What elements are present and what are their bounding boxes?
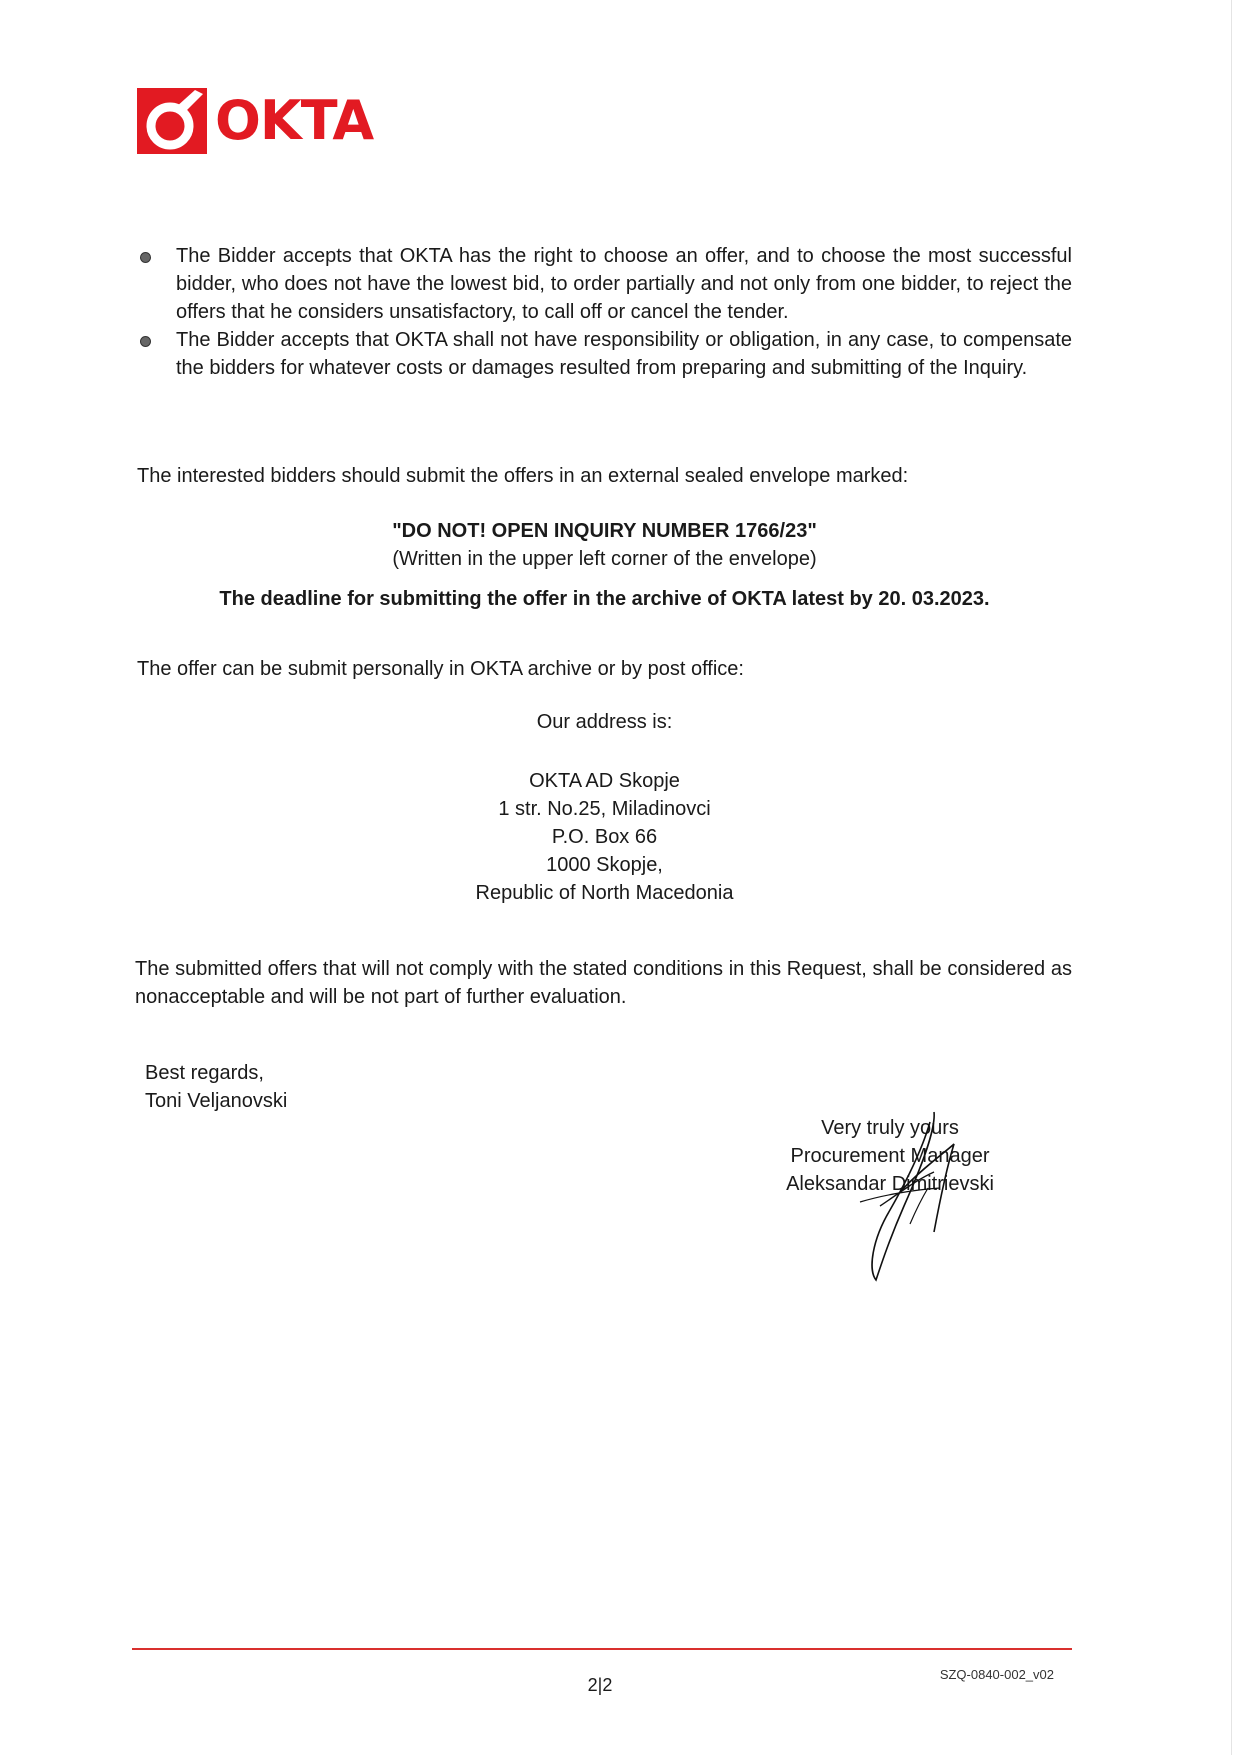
address-line: 1 str. No.25, Miladinovci bbox=[498, 798, 711, 820]
envelope-marking: "DO NOT! OPEN INQUIRY NUMBER 1766/23" bbox=[392, 520, 817, 542]
bullet-icon bbox=[140, 336, 151, 347]
envelope-intro: The interested bidders should submit the offers in an external sealed envelope marked: bbox=[137, 465, 909, 487]
envelope-marking-note: (Written in the upper left corner of the envelope) bbox=[392, 548, 817, 570]
deadline-notice: The deadline for submitting the offer in the archive of OKTA latest by 20. 03.2023. bbox=[219, 588, 990, 610]
address-block bbox=[137, 767, 1072, 907]
logo-wordmark: OKTA bbox=[215, 89, 374, 152]
conditions-paragraph: The submitted offers that will not comply with the stated conditions in this Request, shall be considered as nonacceptable and will be not part of further evaluation. bbox=[135, 958, 1072, 1008]
list-item: The Bidder accepts that OKTA has the right to choose an offer, and to choose the most successful bidder, who does not have the lowest bid, to order partially and not only from one bidder, to reject the offers that he considers unsatisfactory, to call off or cancel the tender. bbox=[140, 242, 1072, 326]
address-line: OKTA AD Skopje bbox=[529, 770, 680, 792]
submission-method: The offer can be submit personally in OKTA archive or by post office: bbox=[137, 658, 744, 680]
address-line: Republic of North Macedonia bbox=[475, 882, 734, 904]
list-item: The Bidder accepts that OKTA shall not have responsibility or obligation, in any case, to compensate the bidders for whatever costs or damages resulted from preparing and submitting of the Inquiry. bbox=[140, 326, 1072, 382]
okta-logo bbox=[137, 86, 373, 156]
address-line: P.O. Box 66 bbox=[551, 826, 658, 848]
sender-name: Toni Veljanovski bbox=[145, 1090, 288, 1112]
signatory-title: Procurement Manager bbox=[790, 1145, 990, 1167]
okta-drop-icon bbox=[137, 88, 207, 154]
address-line: 1000 Skopje, bbox=[546, 854, 663, 876]
page-number: 2|2 bbox=[587, 1675, 613, 1695]
signatory-name: Aleksandar Dimitrievski bbox=[786, 1173, 994, 1195]
terms-bullet-list bbox=[140, 242, 1072, 382]
handwritten-signature bbox=[850, 1110, 970, 1290]
page-edge bbox=[1231, 0, 1232, 1755]
greeting: Very truly yours bbox=[821, 1117, 959, 1139]
footer-divider bbox=[132, 1648, 1072, 1650]
address-label: Our address is: bbox=[536, 711, 673, 733]
bullet-icon bbox=[140, 252, 151, 263]
closing-left bbox=[145, 1059, 287, 1115]
greeting: Best regards, bbox=[145, 1062, 264, 1084]
document-code: SZQ-0840-002_v02 bbox=[939, 1667, 1054, 1682]
